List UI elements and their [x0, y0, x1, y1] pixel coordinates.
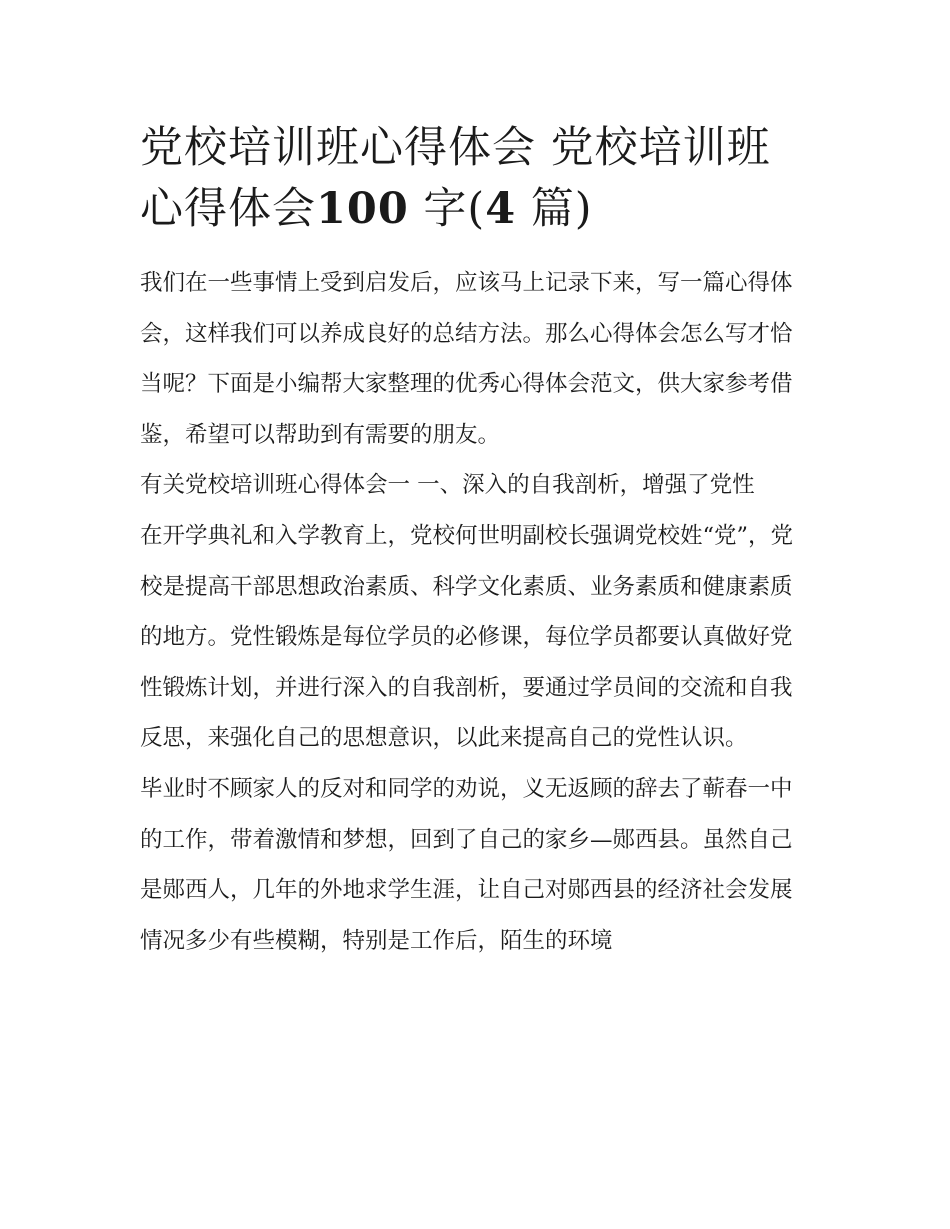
document-title: [140, 118, 812, 240]
intro-paragraph: 我们在一些事情上受到启发后，应该马上记录下来，写一篇心得体会，这样我们可以养成良好的总结方法。那么心得体会怎么写才恰当呢？下面是小编帮大家整理的优秀心得体会范文，供大家参考借鉴，希望可以帮助到有需要的朋友。: [140, 270, 793, 448]
title-text: 党校培训班心得体会 党校培训班心得体会: [140, 123, 771, 234]
document-page: [140, 118, 812, 966]
title-suffix: 篇): [516, 184, 593, 234]
title-unit: 字(: [408, 184, 486, 234]
section-heading: 有关党校培训班心得体会一 一、深入的自我剖析，增强了党性: [140, 472, 755, 499]
body-paragraph: 毕业时不顾家人的反对和同学的劝说，义无返顾的辞去了蕲春一中的工作，带着激情和梦想，回到了自己的家乡—郧西县。虽然自己是郧西人，几年的外地求学生涯，让自己对郧西县的经济社会发展情况多少有些模糊，特别是工作后，陌生的环境: [140, 775, 793, 954]
title-count: 4: [485, 184, 517, 234]
title-number: 100: [316, 184, 409, 234]
body-paragraph: 在开学典礼和入学教育上，党校何世明副校长强调党校姓“党”，党校是提高干部思想政治素质、科学文化素质、业务素质和健康素质的地方。党性锻炼是每位学员的必修课，每位学员都要认真做好党性锻炼计划，并进行深入的自我剖析，要通过学员间的交流和自我反思，来强化自己的思想意识，以此来提高自己的党性认识。: [140, 522, 794, 752]
